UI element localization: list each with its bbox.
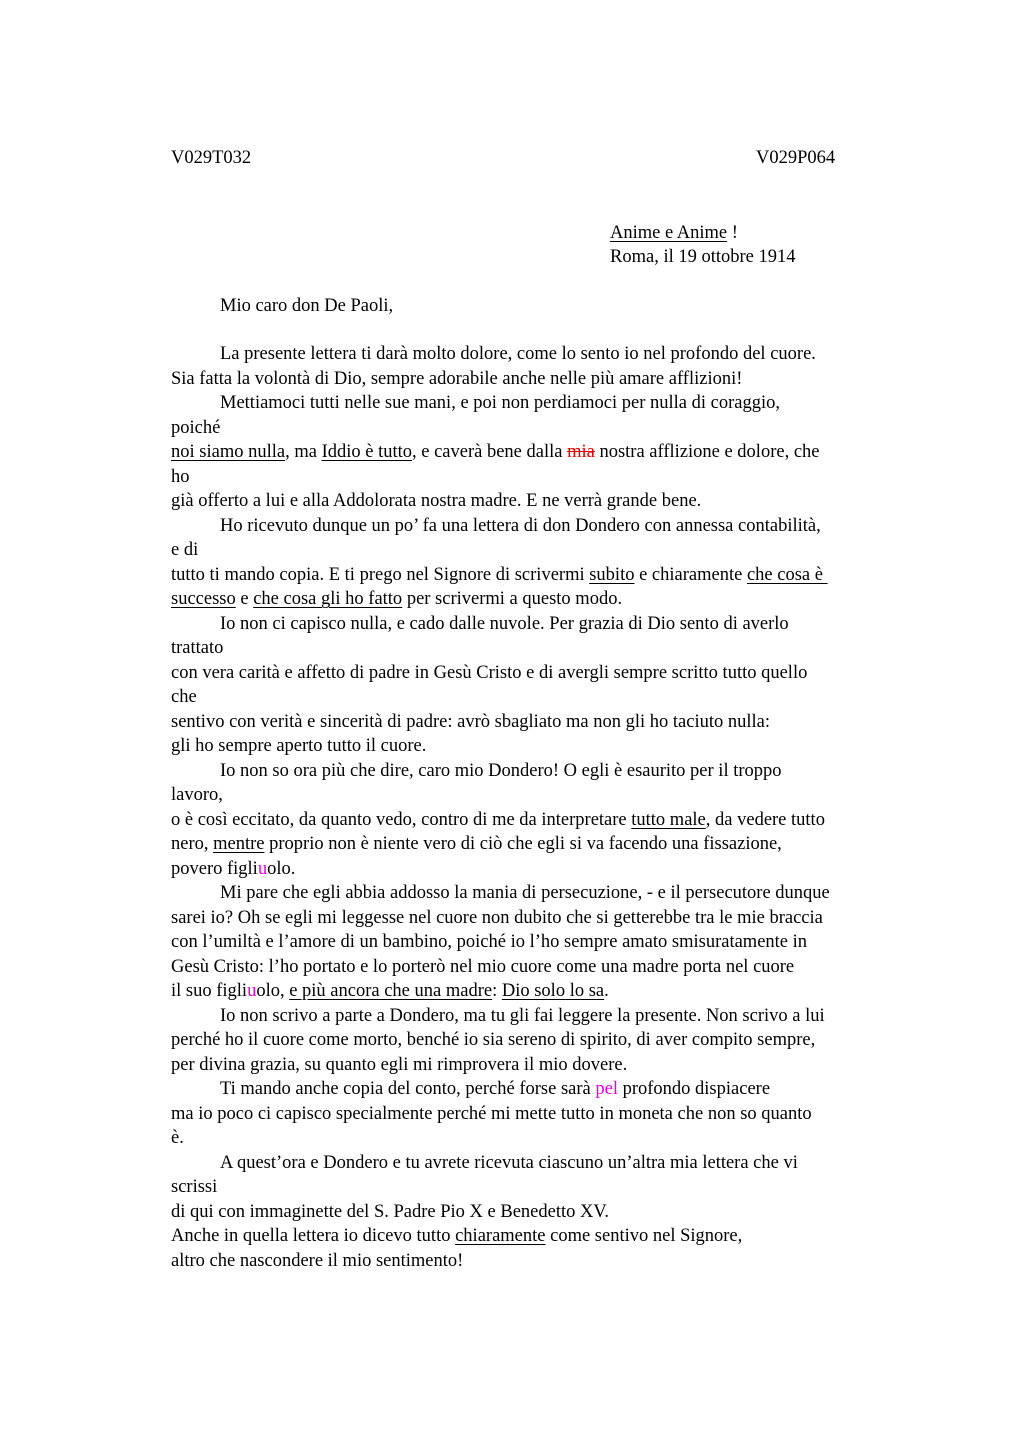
text-line — [171, 440, 931, 465]
underlined-phrase: Dio solo lo sa — [501, 981, 605, 1001]
text-span: e — [235, 589, 254, 609]
heading-title-suffix: ! — [727, 223, 738, 243]
text-line: Io non scrivo a parte a Dondero, ma tu gli fai leggere la presente. Non scrivo a lui — [220, 1005, 825, 1026]
underlined-phrase: subito — [589, 564, 635, 585]
letter-heading-title — [610, 221, 738, 246]
underlined-phrase: tutto male — [631, 809, 706, 830]
inserted-letter: u — [247, 981, 257, 1001]
text-line — [171, 1077, 931, 1102]
text-line: sentivo con verità e sincerità di padre: avrò sbagliato ma non gli ho taciuto nulla: — [171, 711, 771, 732]
underlined-phrase: successo — [171, 589, 236, 609]
text-line: Io non ci capisco nulla, e cado dalle nuvole. Per grazia di Dio sento di averlo — [220, 613, 789, 634]
underlined-phrase: noi siamo nulla — [171, 442, 286, 462]
text-line: perché ho il cuore come morto, benché io sia sereno di spirito, di aver compito sempre, — [171, 1030, 816, 1050]
text-line — [171, 979, 931, 1004]
text-line: è. — [171, 1128, 184, 1148]
text-span: o è così eccitato, da quanto vedo, contro di me da interpretare — [171, 809, 632, 830]
underlined-phrase: Iddio è tutto — [321, 442, 412, 462]
text-line: A quest’ora e Dondero e tu avrete ricevuta ciascuno un’altra mia lettera che vi — [220, 1152, 798, 1173]
text-span: Ti mando anche copia del conto, perché forse sarà — [220, 1079, 596, 1099]
text-span: e chiaramente — [634, 564, 747, 585]
text-span: : — [492, 981, 502, 1001]
text-span: nostra afflizione e dolore, che — [594, 442, 820, 462]
text-line: Sia fatta la volontà di Dio, sempre adorabile anche nelle più amare afflizioni! — [171, 368, 743, 389]
text-span: , ma — [285, 442, 322, 462]
text-line: con l’umiltà e l’amore di un bambino, poiché io l’ho sempre amato smisuratamente in — [171, 932, 808, 952]
text-span: olo, — [256, 981, 290, 1001]
text-line — [171, 1224, 931, 1249]
text-span: come sentivo nel Signore, — [545, 1226, 743, 1246]
text-line: Io non so ora più che dire, caro mio Dondero! O egli è esaurito per il troppo — [220, 760, 782, 781]
text-line: Gesù Cristo: l’ho portato e lo porterò nel mio cuore come una madre porta nel cuore — [171, 956, 795, 977]
text-line: Mettiamoci tutti nelle sue mani, e poi non perdiamoci per nulla di coraggio, — [220, 393, 780, 413]
text-span: , da vedere tutto — [705, 809, 825, 830]
letter-body — [171, 342, 931, 1273]
text-line: già offerto a lui e alla Addolorata nostra madre. E ne verrà grande bene. — [171, 491, 702, 511]
text-line: sarei io? Oh se egli mi leggesse nel cuore non dubito che si getterebbe tra le mie braccia — [171, 907, 823, 928]
doc-code-left: V029T032 — [171, 148, 252, 168]
text-span: olo. — [267, 858, 296, 879]
text-line — [171, 563, 931, 588]
text-line: Ho ricevuto dunque un po’ fa una lettera di don Dondero con annessa contabilità, — [220, 515, 821, 536]
text-line — [171, 808, 931, 833]
text-line: con vera carità e affetto di padre in Gesù Cristo e di avergli sempre scritto tutto quello — [171, 662, 808, 683]
inserted-letter: u — [257, 858, 268, 879]
place-date: Roma, il 19 ottobre 1914 — [610, 247, 796, 267]
doc-code-right: V029P064 — [756, 148, 836, 168]
text-span: il suo figli — [171, 981, 248, 1001]
deleted-word: mia — [567, 442, 595, 462]
text-span: povero figli — [171, 858, 258, 879]
text-span: . — [604, 981, 609, 1001]
text-span: nero, — [171, 834, 214, 854]
text-line — [171, 832, 931, 857]
text-line: di qui con immaginette del S. Padre Pio X e Benedetto XV. — [171, 1201, 609, 1222]
underlined-phrase: mentre — [213, 834, 265, 854]
text-span: profondo dispiacere — [617, 1079, 771, 1099]
text-line: trattato — [171, 638, 224, 658]
text-line: gli ho sempre aperto tutto il cuore. — [171, 736, 427, 756]
text-line: che — [171, 687, 197, 707]
salutation: Mio caro don De Paoli, — [220, 296, 394, 316]
text-line — [171, 857, 931, 882]
text-span: , e caverà bene dalla — [412, 442, 568, 462]
underlined-phrase: e più ancora che una madre — [289, 981, 493, 1001]
text-line: per divina grazia, su quanto egli mi rimprovera il mio dovere. — [171, 1054, 628, 1075]
text-line: lavoro, — [171, 785, 223, 805]
text-line: ho — [171, 466, 190, 487]
text-line: Mi pare che egli abbia addosso la mania di persecuzione, - e il persecutore dunque — [220, 883, 830, 903]
text-line: scrissi — [171, 1177, 218, 1197]
text-span: tutto ti mando copia. E ti prego nel Signore di scrivermi — [171, 564, 590, 585]
text-line: e di — [171, 540, 199, 560]
text-line: ma io poco ci capisco specialmente perché mi mette tutto in moneta che non so quanto — [171, 1103, 812, 1124]
underlined-phrase: chiaramente — [455, 1226, 546, 1246]
underlined-phrase: che cosa gli ho fatto — [253, 589, 403, 609]
text-span: per scrivermi a questo modo. — [402, 589, 623, 609]
inserted-word: pel — [595, 1079, 618, 1099]
text-span: proprio non è niente vero di ciò che egli si va facendo una fissazione, — [264, 834, 782, 854]
text-line — [171, 587, 931, 612]
heading-title-text: Anime e Anime — [610, 223, 728, 243]
text-line: altro che nascondere il mio sentimento! — [171, 1250, 464, 1271]
underlined-phrase: che cosa è — [746, 564, 828, 585]
text-line: La presente lettera ti darà molto dolore, come lo sento io nel profondo del cuore. — [220, 344, 816, 364]
text-span: Anche in quella lettera io dicevo tutto — [171, 1226, 456, 1246]
text-line: poiché — [171, 417, 221, 438]
